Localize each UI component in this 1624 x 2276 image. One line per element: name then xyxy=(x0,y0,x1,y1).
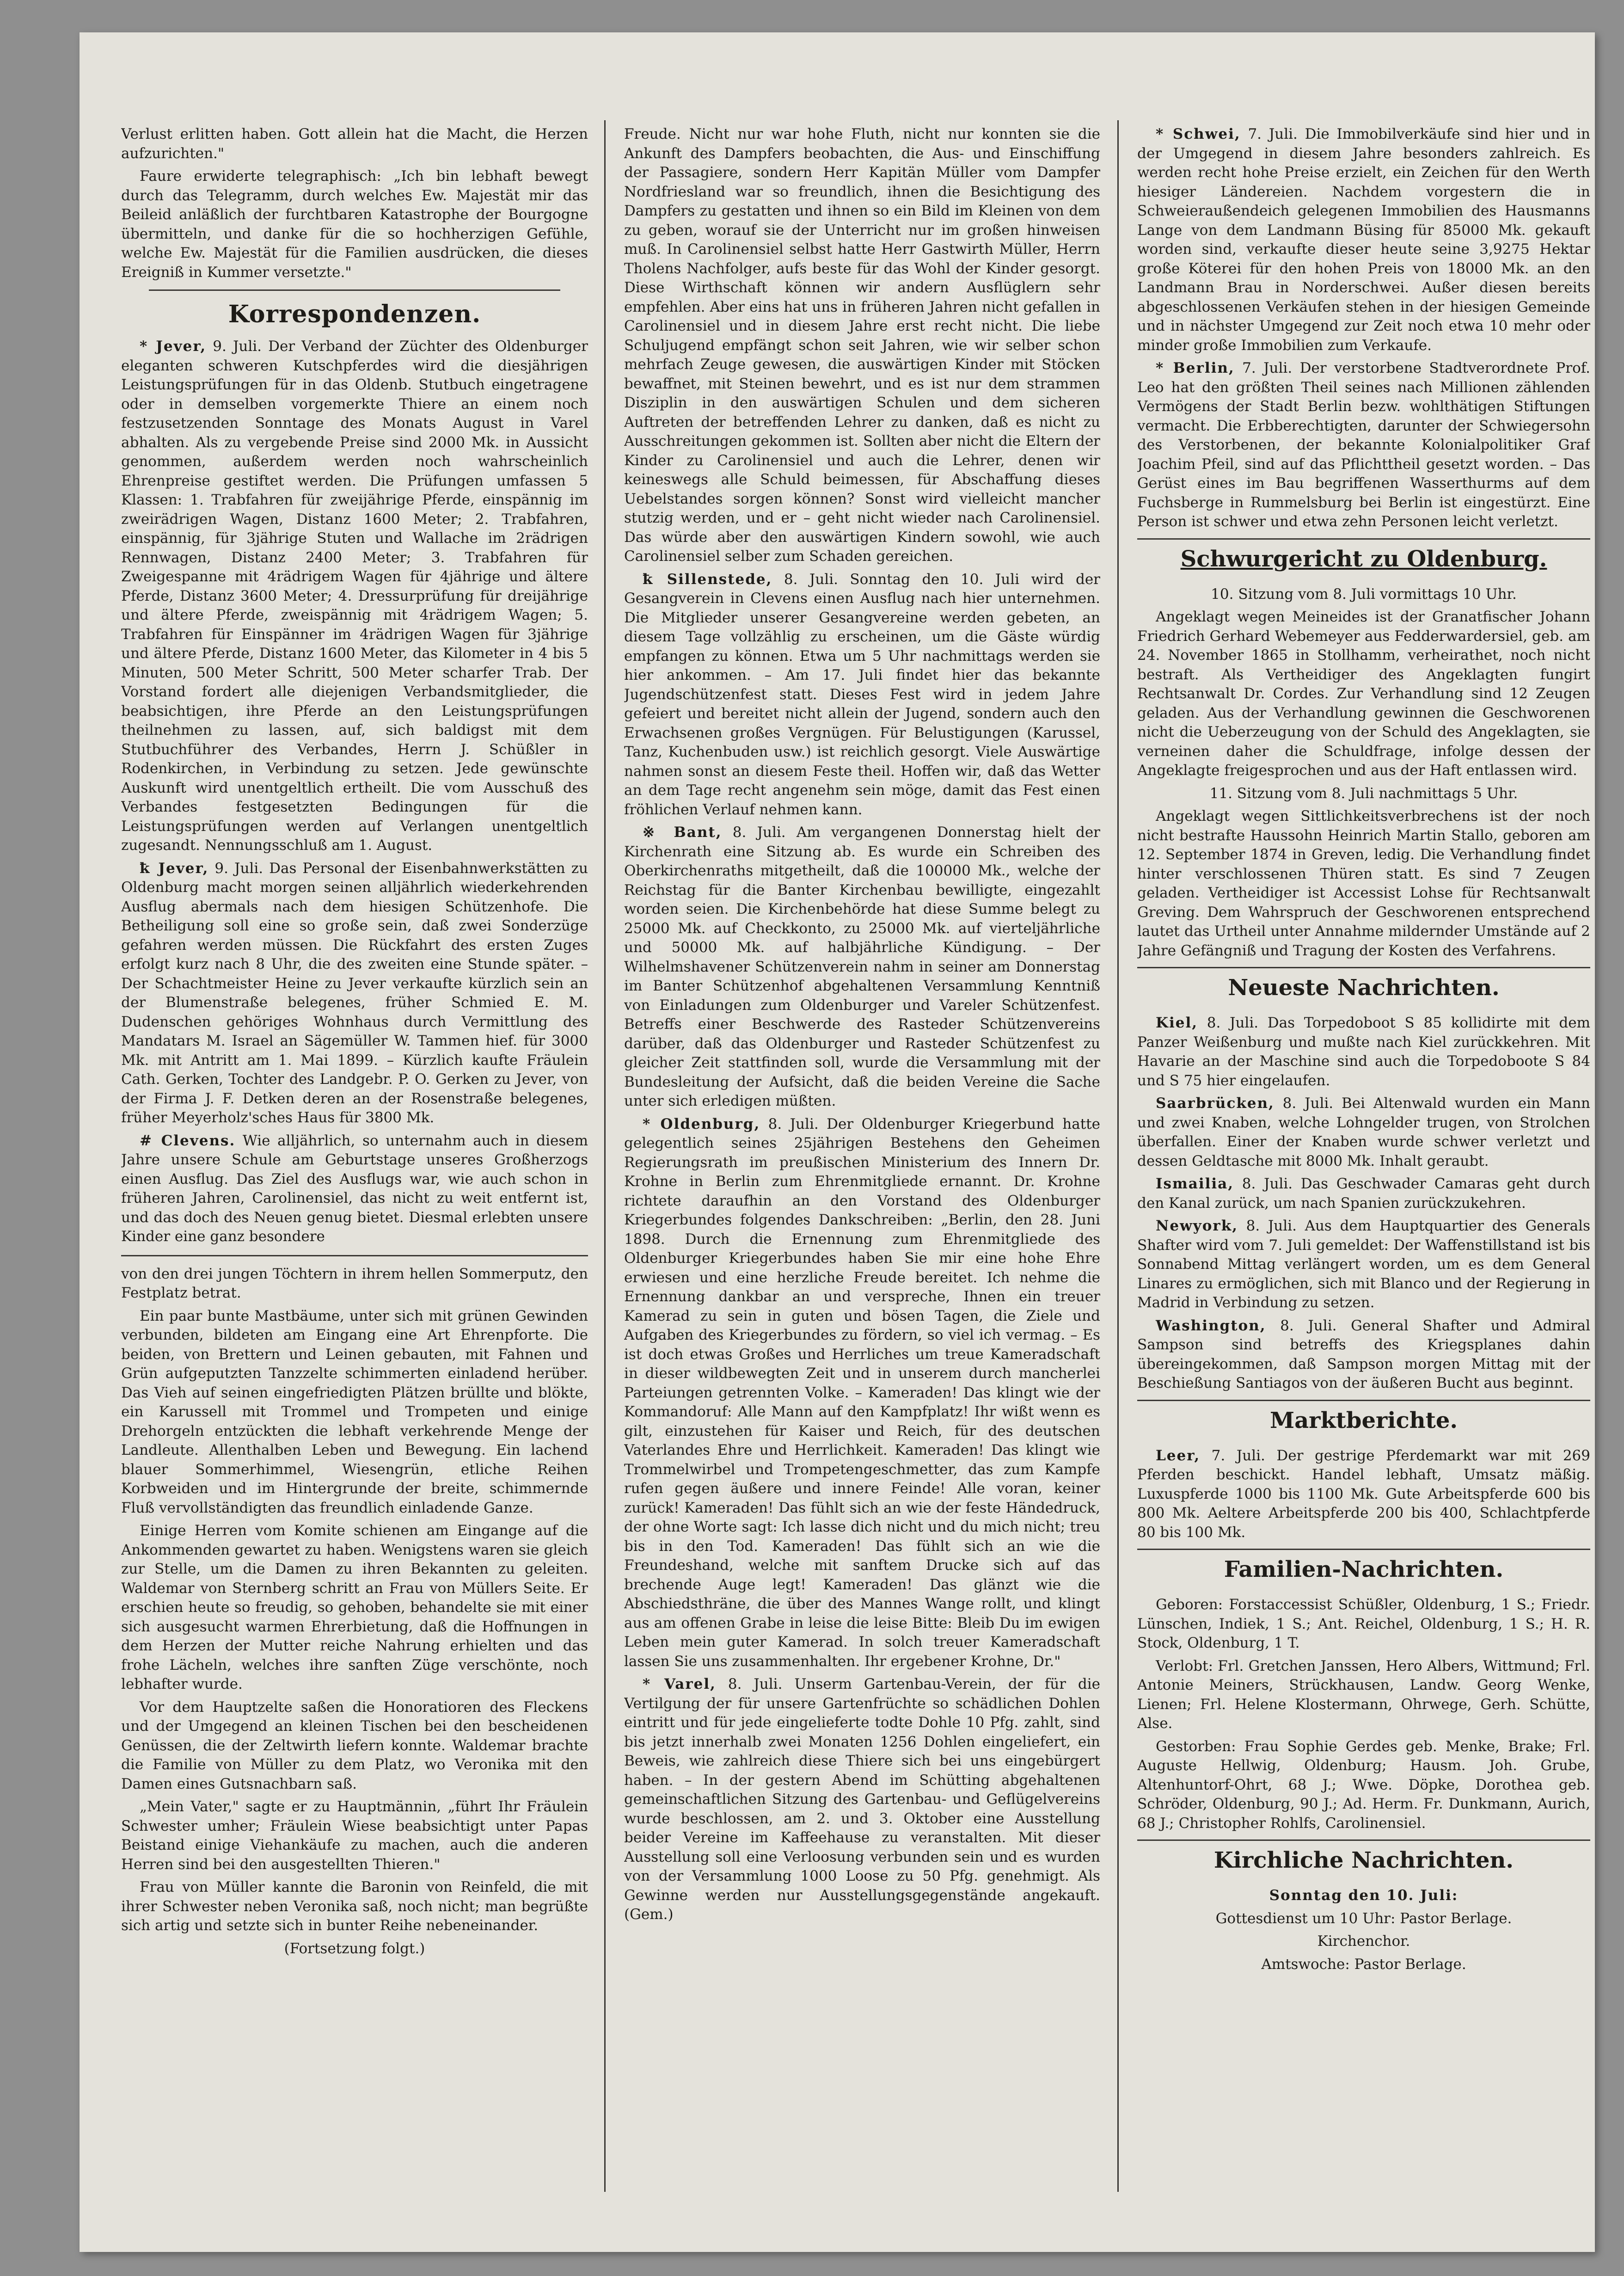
dateline: ꝁ Jever, xyxy=(140,860,209,877)
dateline: ※ Bant, xyxy=(643,824,722,841)
section-rule xyxy=(149,289,560,291)
session-heading: 11. Sitzung vom 8. Juli nachmittags 5 Uhr. xyxy=(1209,785,1518,802)
dateline: Leer, xyxy=(1156,1447,1201,1464)
feuilleton-text: von den drei jungen Töchtern in ihrem hellen Sommerputz, den Festplatz betrat. xyxy=(121,1265,588,1301)
news-item-oldenburg: * Oldenburg, 8. Juli. Der Oldenburger Kriegerbund hatte gelegentlich seines 25jährigen Bestehens den Geheimen Regierungsrath im preußischen Ministerium des Innern Dr. Krohne in Berlin zum Ehrenmitgliede ernannt. Dr. Krohne richtete daraufhin an den Vorstand des Oldenburger Kriegerbundes folgendes Dankschreiben: „Berlin, den 28. Juni 1898. Durch die Ernennung zum Ehrenmitgliede des Oldenburger Kriegerbundes haben Sie mir eine hohe Ehre erwiesen und eine herzliche Freude bereitet. Ich nehme die Ernennung dankbar an und verspreche, Ihnen ein treuer Kamerad zu sein in guten und bösen Tagen, die Ziele und Aufgaben des Kriegerbundes zu fördern, so viel ich vermag. – Es ist doch etwas Großes und Herrliches um treue Kameradschaft in dieser wildbewegten Zeit und in unserem durch mancherlei Parteiungen getrennten Volke. – Kameraden! Das klingt wie der Kommandoruf: Alle Mann auf den Kampfplatz! Ihr wißt wenn es gilt, einzustehen für Kaiser und Reich, für des deutschen Vaterlandes Ehre und Herrlichkeit. Kameraden! Das klingt wie Trommelwirbel und Trompetengeschmetter, das zum Kampfe rufen gegen äußere und innere Feinde! Alle voran, keiner zurück! Kameraden! Das fühlt sich an wie der feste Händedruck, der ohne Worte sagt: Ich lasse dich nicht und du mich nicht; treu bis in den Tod. Kameraden! Das fühlt sich an wie die Freundeshand, welche mit sanftem Drucke sich auf das brechende Auge legt! Kameraden! Das glänzt wie die Abschiedsthräne, die über des Mannes Wange rollt, und klingt aus am offenen Grabe in leise die leise Bitte: Bleib Du im ewigen Leben mein guter Kamerad. In solch treuer Kameradschaft lassen Sie uns zusammenhalten. Ihr ergebener Krohne, Dr." xyxy=(624,1115,1100,1670)
dateline: * Schwei, xyxy=(1156,126,1241,142)
dateline: Saarbrücken, xyxy=(1156,1095,1275,1112)
feuilleton-text: Einige Herren vom Komite schienen am Eingange auf die Ankommenden gewartet zu haben. Wenigstens waren sie gleich zur Stelle, um die Damen zu ihren Bekannten zu geleiten. Waldemar von Sternberg schritt an Frau von Müllers Seite. Er erschien heute so freudig, so gehoben, behandelte sie mit einer sich ausgesucht warmen Ehrerbietung, daß die Hoffnungen in dem Herzen der Mutter reiche Nahrung erhielten und das frohe Lächeln, welches ihre sanften Züge verschönte, noch lebhafter wurde. xyxy=(121,1522,588,1692)
news-item-ismailia: Ismailia, 8. Juli. Das Geschwader Camaras geht durch den Kanal zurück, um nach Spanien zurückzukehren. xyxy=(1137,1175,1590,1212)
section-heading: Familien-Nachrichten. xyxy=(1137,1549,1590,1589)
feuilleton-text: „Mein Vater," sagte er zu Hauptmännin, „führt Ihr Fräulein Schwester umher; Fräulein Wiese beabsichtigt unter Papas Beistand einige Viehankäufe zu machen, auch die anderen Herren sind bei den ausgestellten Thieren." xyxy=(121,1798,588,1873)
section-heading: Neueste Nachrichten. xyxy=(1137,967,1590,1007)
section-heading: Marktberichte. xyxy=(1137,1400,1590,1440)
column-1 xyxy=(121,125,588,1962)
news-item-berlin: * Berlin, 7. Juli. Der verstorbene Stadtverordnete Prof. Leo hat den größten Theil seines nach Millionen zählenden Vermögens der Stadt Berlin bezw. wohlthätigen Stiftungen vermacht. Die Erbberechtigten, darunter der Schwiegersohn des Verstorbenen, der bekannte Kolonialpolitiker Graf Joachim Pfeil, sind auf das Pflichttheil gesetzt worden. – Das Gerüst eines im Bau begriffenen Wasserthurms auf dem Fuchsberge in Rummelsburg bei Berlin ist eingestürzt. Eine Person ist schwer und etwa zehn Personen leicht verletzt. xyxy=(1137,360,1590,530)
news-item-clevens: # Clevens. Wie alljährlich, so unternahm auch in diesem Jahre unsere Schule am Geburtstage unseres Großherzogs einen Ausflug. Das Ziel des Ausflugs war, wie auch schon in früheren Jahren, Carolinensiel, das nicht zu weit entfernt ist, und das doch des Neuen genug bietet. Diesmal erlebten unsere Kinder eine ganz besondere xyxy=(121,1132,588,1245)
church-choir: Kirchenchor. xyxy=(1317,1933,1410,1950)
article-text: Verlust erlitten haben. Gott allein hat die Macht, die Herzen aufzurichten." xyxy=(121,126,588,162)
news-item-schwei: * Schwei, 7. Juli. Die Immobilverkäufe sind hier und in der Umgegend in diesem Jahre besonders zahlreich. Es werden recht hohe Preise erzielt, ein Zeichen für den Werth hiesiger Ländereien. Nachdem vorgestern die in Schweieraußendeich gelegenen Immobilien des Hausmanns Lange von dem Landmann Büsing für 85000 Mk. gekauft worden sind, verkaufte dieser heute seine 3,9275 Hektar große Köterei für den hohen Preis von 18000 Mk. an den Landmann Brau in Norderschwei. Außer diesen bereits abgeschlossenen Verkäufen stehen in der hiesigen Gemeinde und in nächster Umgegend zur Zeit noch etwa 10 mehr oder minder große Immobilien zum Verkaufe. xyxy=(1137,126,1590,354)
section-heading: Kirchliche Nachrichten. xyxy=(1137,1839,1590,1880)
church-date: Sonntag den 10. Juli: xyxy=(1269,1887,1459,1904)
news-item-jever: ꝁ Jever, 9. Juli. Das Personal der Eisenbahnwerkstätten zu Oldenburg macht morgen seinen alljährlich wiederkehrenden Ausflug abermals nach dem hiesigen Schützenhofe. Die Betheiligung soll eine so große sein, daß zwei Sonderzüge gefahren werden müssen. Die Rückfahrt des ersten Zuges erfolgt kurz nach 8 Uhr, die des zweiten eine Stunde später. – Der Schachtmeister Heine zu Jever verkaufte kürzlich sein an der Blumenstraße belegenes, früher Schmied E. M. Dudenschen gehöriges Wohnhaus durch Vermittlung des Mandatars M. Israel an Sägemüller W. Tammen hief. für 3000 Mk. mit Antritt am 1. Mai 1899. – Kürzlich kaufte Fräulein Cath. Gerken, Tochter des Landgebr. P. O. Gerken zu Jever, von der Firma J. F. Detken deren an der Rosenstraße belegenes, früher Meyerholz'sches Haus für 3800 Mk. xyxy=(121,860,588,1126)
news-item-sillenstede: ꝁ Sillenstede, 8. Juli. Sonntag den 10. Juli wird der Gesangverein in Clevens einen Ausflug nach hier unternehmen. Die Mitglieder unserer Gesangvereine werden gebeten, an diesem Tage vollzählig zu erscheinen, um die Gäste würdig empfangen zu können. Etwa um 5 Uhr nachmittags werden sie hier ankommen. – Am 17. Juli findet hier das bekannte Jugendschützenfest statt. Dieses Fest wird in jedem Jahre gefeiert und bereitet nicht allein der Jugend, sondern auch den Erwachsenen großes Vergnügen. Für Belustigungen (Karussel, Tanz, Kuchenbuden usw.) ist reichlich gesorgt. Viele Auswärtige nahmen sonst an diesem Feste theil. Hoffen wir, daß das Wetter an dem Tage recht angenehm sein möge, damit das Fest einen fröhlichen Verlauf nehmen kann. xyxy=(624,571,1100,818)
session-heading: 10. Sitzung vom 8. Juli vormittags 10 Uhr. xyxy=(1211,585,1517,603)
news-item-kiel: Kiel, 8. Juli. Das Torpedoboot S 85 kollidirte mit dem Panzer Weißenburg und mußte nach Kiel zurückkehren. Mit Havarie an der Maschine sind auch die Torpedoboote S 84 und S 75 hier eingelaufen. xyxy=(1137,1015,1590,1089)
column-3 xyxy=(1137,125,1590,1978)
news-item-newyork: Newyork, 8. Juli. Aus dem Hauptquartier des Generals Shafter wird vom 7. Juli gemeldet: Der Waffenstillstand ist bis Sonnabend Mittag verlängert worden, um es dem General Linares zu ermöglichen, sich mit Blanco und der Regierung in Madrid in Verbindung zu setzen. xyxy=(1137,1218,1590,1311)
feuilleton-text: Vor dem Hauptzelte saßen die Honoratioren des Fleckens und der Umgegend an kleinen Tischen bei den bescheidenen Genüssen, die der Zeltwirth liefern konnte. Waldemar brachte die Familie von Müller zu dem Platz, wo Veronika mit den Damen eines Gutsnachbarn saß. xyxy=(121,1698,588,1792)
feuilleton-rule xyxy=(121,1255,588,1256)
news-item-washington: Washington, 8. Juli. General Shafter und Admiral Sampson sind betreffs des Kriegsplanes dahin übereingekommen, daß Sampson morgen Mittag mit der Beschießung Santiagos von der äußeren Bucht aus beginnt. xyxy=(1137,1317,1590,1391)
dateline: * Varel, xyxy=(643,1676,716,1692)
court-text: Angeklagt wegen Sittlichkeitsverbrechens ist der noch nicht bestrafte Haussohn Heinrich Martin Stallo, geboren am 12. September 1874 in Greven, ledig. Die Verhandlung findet hinter verschlossenen Thüren statt. Es sind 7 Zeugen geladen. Vertheidiger ist Accessist Lohse für Rechtsanwalt Greving. Dem Wahrspruch der Geschworenen entsprechend lautet das Urtheil unter Annahme mildernder Umstände auf 2 Jahre Gefängniß und Tragung der Kosten des Verfahrens. xyxy=(1137,808,1590,959)
newspaper-page xyxy=(80,32,1595,2252)
church-service: Gottesdienst um 10 Uhr: Pastor Berlage. xyxy=(1215,1910,1512,1927)
dateline: * Berlin, xyxy=(1156,360,1235,376)
family-births: Geboren: Forstaccessist Schüßler, Oldenburg, 1 S.; Friedr. Lünschen, Indiek, 1 S.; Ant. Reichel, Oldenburg, 1 S.; H. R. Stock, Oldenburg, 1 T. xyxy=(1137,1596,1590,1651)
continuation-note: (Fortsetzung folgt.) xyxy=(284,1940,425,1957)
dateline: # Clevens. xyxy=(140,1132,236,1149)
feuilleton-text: Frau von Müller kannte die Baronin von Reinfeld, die mit ihrer Schwester neben Veronika saß, noch nicht; man begrüßte sich artig und setzte sich in bunter Reihe nebeneinander. xyxy=(121,1879,588,1934)
dateline: * Jever, xyxy=(140,338,207,355)
column-2 xyxy=(624,125,1100,1928)
article-text: Freude. Nicht nur war hohe Fluth, nicht nur konnten sie die Ankunft des Dampfers beobachten, die Aus- und Einschiffung der Passagiere, sondern Herr Kapitän Müller vom Dampfer Nordfriesland war so freundlich, ihnen die Besichtigung des Dampfers zu gestatten und ihnen so ein Bild im Kleinen von dem zu geben, worauf sie der Unterricht nur im großen hinweisen muß. In Carolinensiel selbst hatte Herr Gastwirth Müller, Herrn Tholens Nachfolger, aufs beste für das Wohl der Kinder gesorgt. Diese Wirthschaft können wir andern Ausflüglern sehr empfehlen. Aber eins hat uns in früheren Jahren nicht gefallen in Carolinensiel und in diesem Jahre erst recht nicht. Die liebe Schuljugend empfängt schon seit Jahren, wie wir selber schon mehrfach Zeuge gewesen, die auswärtigen Kinder mit Stöcken bewaffnet, mit Steinen bewehrt, und es ist nur dem strammen Disziplin in den auswärtigen Schulen und dem sicheren Auftreten der betreffenden Lehrer zu danken, daß es nicht zu Ausschreitungen gekommen ist. Sollten aber nicht die Eltern der Kinder zu Carolinensiel und auch die Lehrer, denen wir keineswegs alle Schuld beimessen, für Abschaffung dieses Uebelstandes sorgen können? Sonst wird vielleicht mancher stutzig werden, und er – geht nicht wieder nach Carolinensiel. Das würde aber den auswärtigen Kindern sowohl, wie auch Carolinensiel selber zum Schaden gereichen. xyxy=(624,126,1100,565)
news-item-bant: ※ Bant, 8. Juli. Am vergangenen Donnerstag hielt der Kirchenrath eine Sitzung ab. Es wurde ein Schreiben des Oberkirchenraths mitgetheilt, daß die 100000 Mk., welche der Reichstag für die Banter Kirchenbau bewilligte, eingezahlt worden seien. Die Kirchenbehörde hat diese Summe belegt zu 25000 Mk. auf Checkkonto, zu 25000 Mk. auf vierteljährliche und 50000 Mk. auf halbjährliche Kündigung. – Der Wilhelmshavener Schützenverein nahm in seiner am Donnerstag im Banter Schützenhof abgehaltenen Versammlung Kenntniß von Einladungen zum Oldenburger und Vareler Schützenfest. Betreffs einer Beschwerde des Rasteder Schützenvereins darüber, daß das Oldenburger und Rasteder Schützenfest zu gleicher Zeit stattfinden soll, wurde die Versammlung mit der Bundesleitung der Aufsicht, daß die beiden Vereine die Sache unter sich erledigen müßten. xyxy=(624,824,1100,1109)
dateline: Washington, xyxy=(1156,1317,1266,1334)
article-text: Faure erwiderte telegraphisch: „Ich bin lebhaft bewegt durch das Telegramm, durch welches Ew. Majestät mir das Beileid anläßlich der furchtbaren Katastrophe der Bourgogne übermitteln, und danke für die so hochherzigen Gefühle, welche Ew. Majestät für die Familien ausdrücken, die dieses Ereigniß in Kummer versetzte." xyxy=(121,168,588,281)
dateline: Newyork, xyxy=(1156,1218,1238,1234)
church-week: Amtswoche: Pastor Berlage. xyxy=(1261,1956,1466,1973)
market-report-leer: Leer, 7. Juli. Der gestrige Pferdemarkt war mit 269 Pferden beschickt. Handel lebhaft, Umsatz mäßig. Luxuspferde 1000 bis 1100 Mk. Gute Arbeitspferde 600 bis 800 Mk. Aeltere Arbeitspferde 200 bis 400, Schlachtpferde 80 bis 100 Mk. xyxy=(1137,1447,1590,1541)
column-divider xyxy=(604,120,606,2192)
court-text: Angeklagt wegen Meineides ist der Granatfischer Johann Friedrich Gerhard Webemeyer aus Fedderwardersiel, geb. am 24. November 1865 in Stollhamm, verheirathet, noch nicht bestraft. Als Vertheidiger des Angeklagten fungirt Rechtsanwalt Dr. Cordes. Zur Verhandlung sind 12 Zeugen geladen. Aus der Verhandlung gewinnen die Geschworenen nicht die Ueberzeugung von der Schuld des Angeklagten, sie verneinen daher die Schuldfrage, infolge dessen der Angeklagte freigesprochen und aus der Haft entlassen wird. xyxy=(1137,609,1590,779)
news-item-saarbruecken: Saarbrücken, 8. Juli. Bei Altenwald wurden ein Mann und zwei Knaben, welche Lohngelder trugen, von Strolchen überfallen. Einer der Knaben wurde schwer verletzt und dessen Geldtasche mit 8000 Mk. Inhalt geraubt. xyxy=(1137,1095,1590,1169)
family-deaths: Gestorben: Frau Sophie Gerdes geb. Menke, Brake; Frl. Auguste Hellwig, Oldenburg; Hausm. Joh. Grube, Altenhuntorf-Ohrt, 68 J.; Wwe. Döpke, Dorothea geb. Schröder, Oldenburg, 90 J.; Ad. Herm. Fr. Dunkmann, Aurich, 68 J.; Christopher Rohlfs, Carolinensiel. xyxy=(1137,1738,1590,1832)
feuilleton-text: Ein paar bunte Mastbäume, unter sich mit grünen Gewinden verbunden, bildeten am Eingang eine Art Ehrenpforte. Die beiden, von Brettern und Leinen gebauten, mit Fahnen und Grün aufgeputzten Tanzzelte schimmerten einladend herüber. Das Vieh auf seinen eingefriedigten Plätzen brüllte und blökte, ein Karussell mit Trommel und Trompeten und einige Drehorgeln entzückten die lebhaft verkehrende Menge der Landleute. Allenthalben Leben und Bewegung. Ein lachend blauer Sommerhimmel, Wiesengrün, etliche Reihen Korbweiden und im Hintergrunde der breite, schimmernde Fluß vervollständigten das freundlich einladende Ganze. xyxy=(121,1307,588,1516)
news-item-jever: * Jever, 9. Juli. Der Verband der Züchter des Oldenburger eleganten schweren Kutschpferdes wird die diesjährigen Leistungsprüfungen für in das Oldenb. Stutbuch eingetragene oder in demselben vorgemerkte Thiere an einem noch festzusetzenden Sonntage des Monats August in Varel abhalten. Als zu vergebende Preise sind 2000 Mk. in Aussicht genommen, außerdem werden noch wahrscheinlich Ehrenpreise gestiftet werden. Die Prüfungen umfassen 5 Klassen: 1. Trabfahren für zweijährige Pferde, einspännig im zweirädrigen Wagen, Distanz 1600 Meter; 2. Trabfahren, einspännig, für 3jährige Stuten und Wallache im 2rädrigen Rennwagen, Distanz 2400 Meter; 3. Trabfahren für Zweigespanne mit 4rädrigem Wagen für 4jährige und ältere Pferde, Distanz 3600 Meter; 4. Dressurprüfung für dreijährige und ältere Pferde, zweispännig mit 4rädrigem Wagen; 5. Trabfahren für Einspänner im 4rädrigen Wagen für 3jährige und ältere Pferde, Distanz 1600 Meter, das Kilometer in 4 bis 5 Minuten, 500 Meter Schritt, 500 Meter scharfer Trab. Der Vorstand fordert alle diejenigen Verbandsmitglieder, die beabsichtigen, ihre Pferde an den Leistungsprüfungen theilnehmen zu lassen, auf, sich baldigst mit dem Stutbuchführer des Verbandes, Herrn J. Schüßler in Rodenkirchen, in Verbindung zu setzen. Jede gewünschte Auskunft wird unentgeltlich ertheilt. Die vom Ausschuß des Verbandes festgesetzten Bedingungen für die Leistungsprüfungen werden auf Verlangen unentgeltlich zugesandt. Nennungsschluß am 1. August. xyxy=(121,338,588,854)
column-divider xyxy=(1117,120,1119,2192)
dateline: ꝁ Sillenstede, xyxy=(643,571,772,588)
dateline: Kiel, xyxy=(1156,1015,1198,1031)
family-engagements: Verlobt: Frl. Gretchen Janssen, Hero Albers, Wittmund; Frl. Antonie Meiners, Strückhausen, Landw. Georg Wenke, Lienen; Frl. Helene Klostermann, Ohrwege, Gerh. Schütte, Alse. xyxy=(1137,1657,1590,1732)
news-item-varel: * Varel, 8. Juli. Unserm Gartenbau-Verein, der für die Vertilgung der für unsere Gartenfrüchte so schädlichen Dohlen eintritt und für jede eingelieferte todte Dohle 10 Pfg. zahlt, sind bis jetzt innerhalb zwei Monaten 1256 Dohlen eingeliefert, ein Beweis, wie zahlreich diese Thiere sich bei uns eingebürgert haben. – In der gestern Abend im Schütting abgehaltenen gemeinschaftlichen Sitzung des Gartenbau- und Geflügelvereins wurde beschlossen, am 2. und 3. Oktober eine Ausstellung beider Vereine im Kaffeehause zu veranstalten. Mit dieser Ausstellung soll eine Verloosung verbunden sein und es wurden von der Versammlung 1000 Loose zu 50 Pfg. genehmigt. Als Gewinne werden nur Ausstellungsgegenstände angekauft. (Gem.) xyxy=(624,1676,1100,1923)
section-heading: Korrespondenzen. xyxy=(228,300,481,328)
dateline: * Oldenburg, xyxy=(643,1115,760,1132)
section-heading: Schwurgericht zu Oldenburg. xyxy=(1137,538,1590,578)
dateline: Ismailia, xyxy=(1156,1175,1234,1192)
